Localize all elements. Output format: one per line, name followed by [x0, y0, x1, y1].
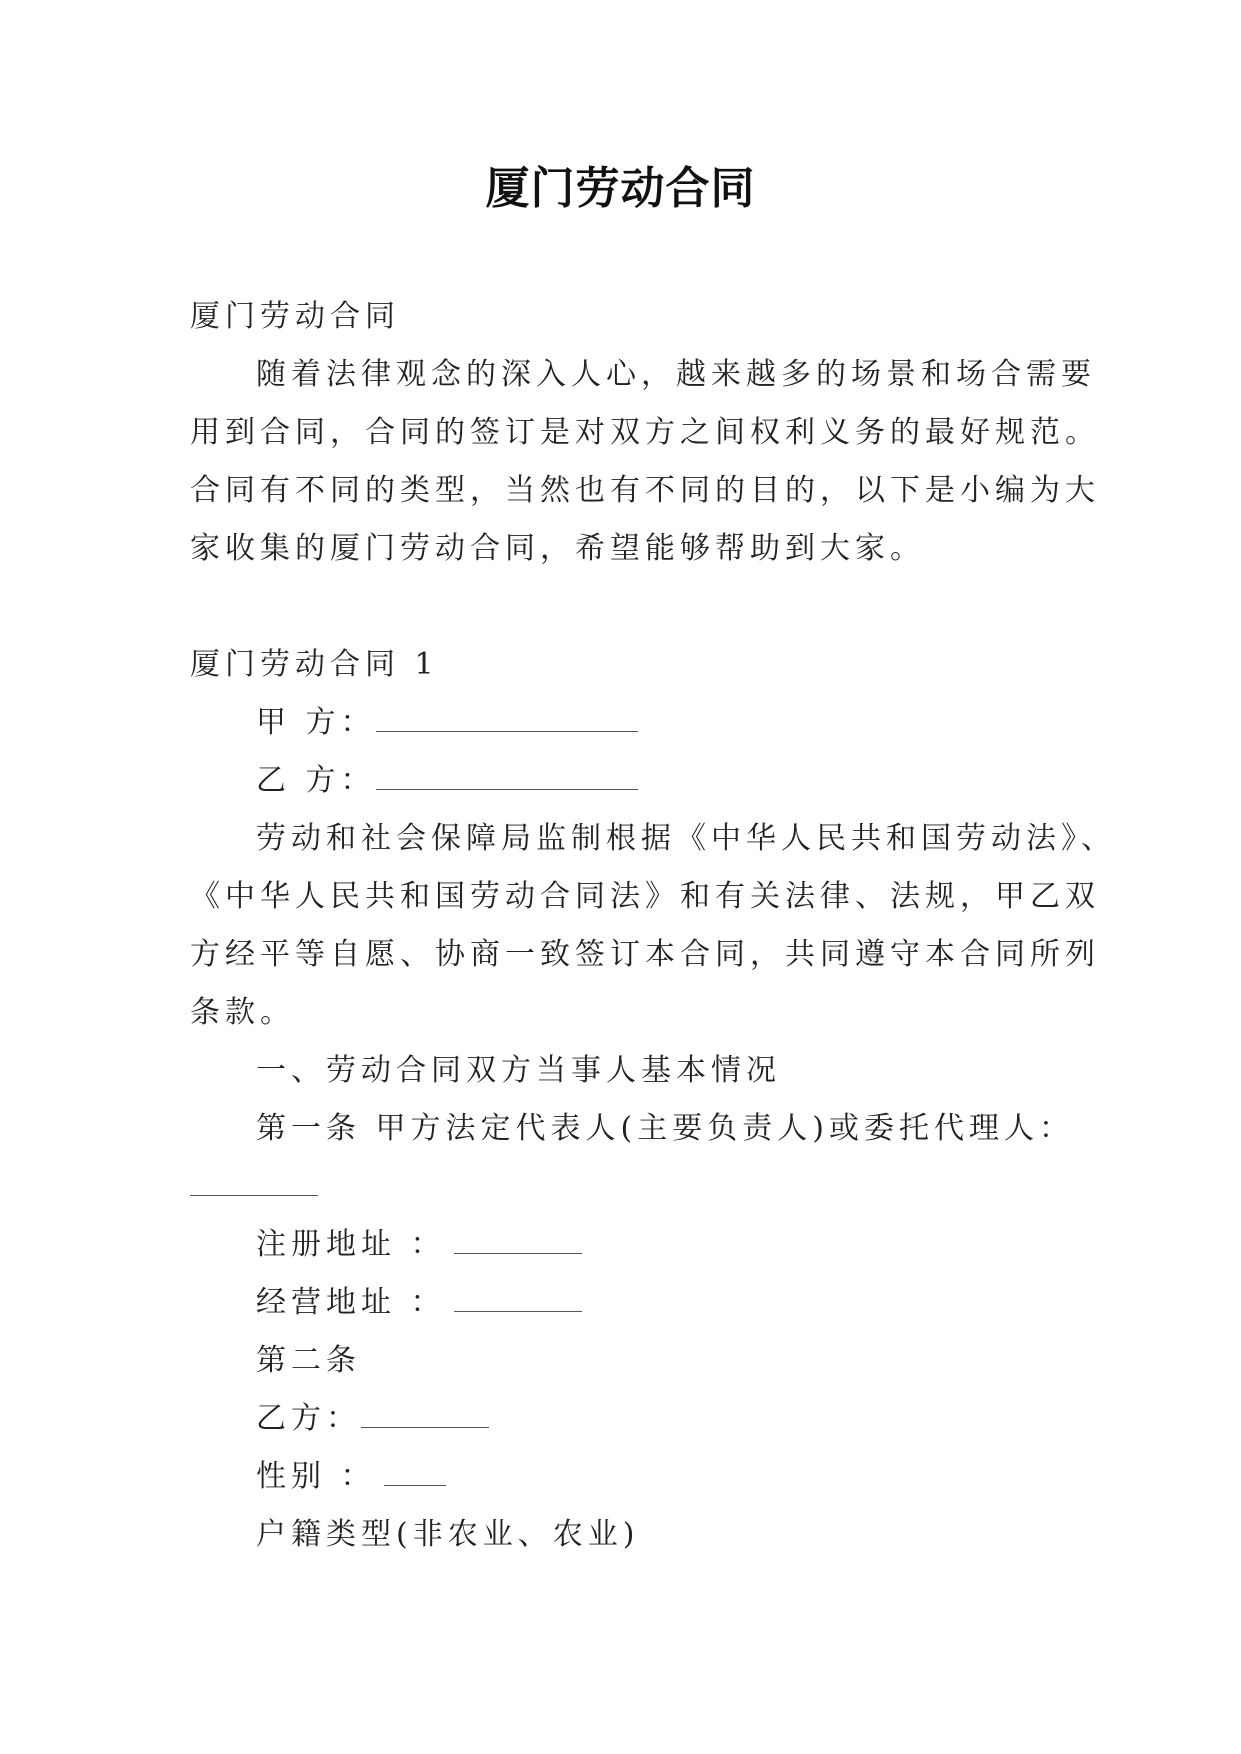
preamble-line: 《中华人民共和国劳动合同法》和有关法律、法规，甲乙双 — [190, 879, 1100, 914]
intro-line: 合同有不同的类型，当然也有不同的目的，以下是小编为大 — [190, 473, 1100, 508]
document-body — [190, 288, 1116, 1564]
registered-address-label: 注册地址 ： — [256, 1227, 446, 1262]
article-two: 第二条 — [256, 1343, 361, 1378]
business-address-label: 经营地址 ： — [256, 1285, 446, 1320]
section-heading: 一、劳动合同双方当事人基本情况 — [256, 1053, 781, 1088]
party-b-short-label: 乙方： — [256, 1401, 361, 1436]
page-title: 厦门劳动合同 — [485, 163, 756, 214]
business-address-blank — [454, 1289, 582, 1312]
business-address-row — [190, 1274, 1090, 1332]
party-b-label: 乙 方： — [256, 763, 376, 798]
gender-blank — [384, 1463, 446, 1486]
household-type: 户籍类型(非农业、农业) — [256, 1517, 640, 1552]
party-b-short-row — [190, 1390, 1090, 1448]
registered-address-row — [190, 1216, 1090, 1274]
gender-label: 性别 ： — [256, 1459, 376, 1494]
intro-line: 用到合同，合同的签订是对双方之间权利义务的最好规范。 — [190, 415, 1100, 450]
preamble-line: 方经平等自愿、协商一致签订本合同，共同遵守本合同所列 — [190, 937, 1100, 972]
contract-heading: 厦门劳动合同 1 — [190, 647, 439, 682]
preamble-line: 劳动和社会保障局监制根据《中华人民共和国劳动法》、 — [256, 821, 1116, 856]
paragraph-gap — [190, 578, 1090, 636]
intro-line: 随着法律观念的深入人心，越来越多的场景和场合需要 — [256, 357, 1096, 392]
preamble-line: 条款。 — [190, 995, 295, 1030]
article-one: 第一条 甲方法定代表人(主要负责人)或委托代理人： — [256, 1111, 1074, 1146]
party-a-blank — [376, 709, 638, 732]
party-b-blank — [376, 767, 638, 790]
registered-address-blank — [454, 1231, 582, 1254]
party-b-row — [190, 752, 1090, 810]
intro-line: 家收集的厦门劳动合同，希望能够帮助到大家。 — [190, 531, 925, 566]
document-subtitle: 厦门劳动合同 — [190, 299, 400, 334]
party-a-label: 甲 方： — [256, 705, 376, 740]
party-a-row — [190, 694, 1090, 752]
party-b-short-blank — [361, 1405, 489, 1428]
representative-blank — [190, 1173, 318, 1196]
article-one-blank-row — [190, 1158, 1090, 1216]
gender-row — [190, 1448, 1090, 1506]
